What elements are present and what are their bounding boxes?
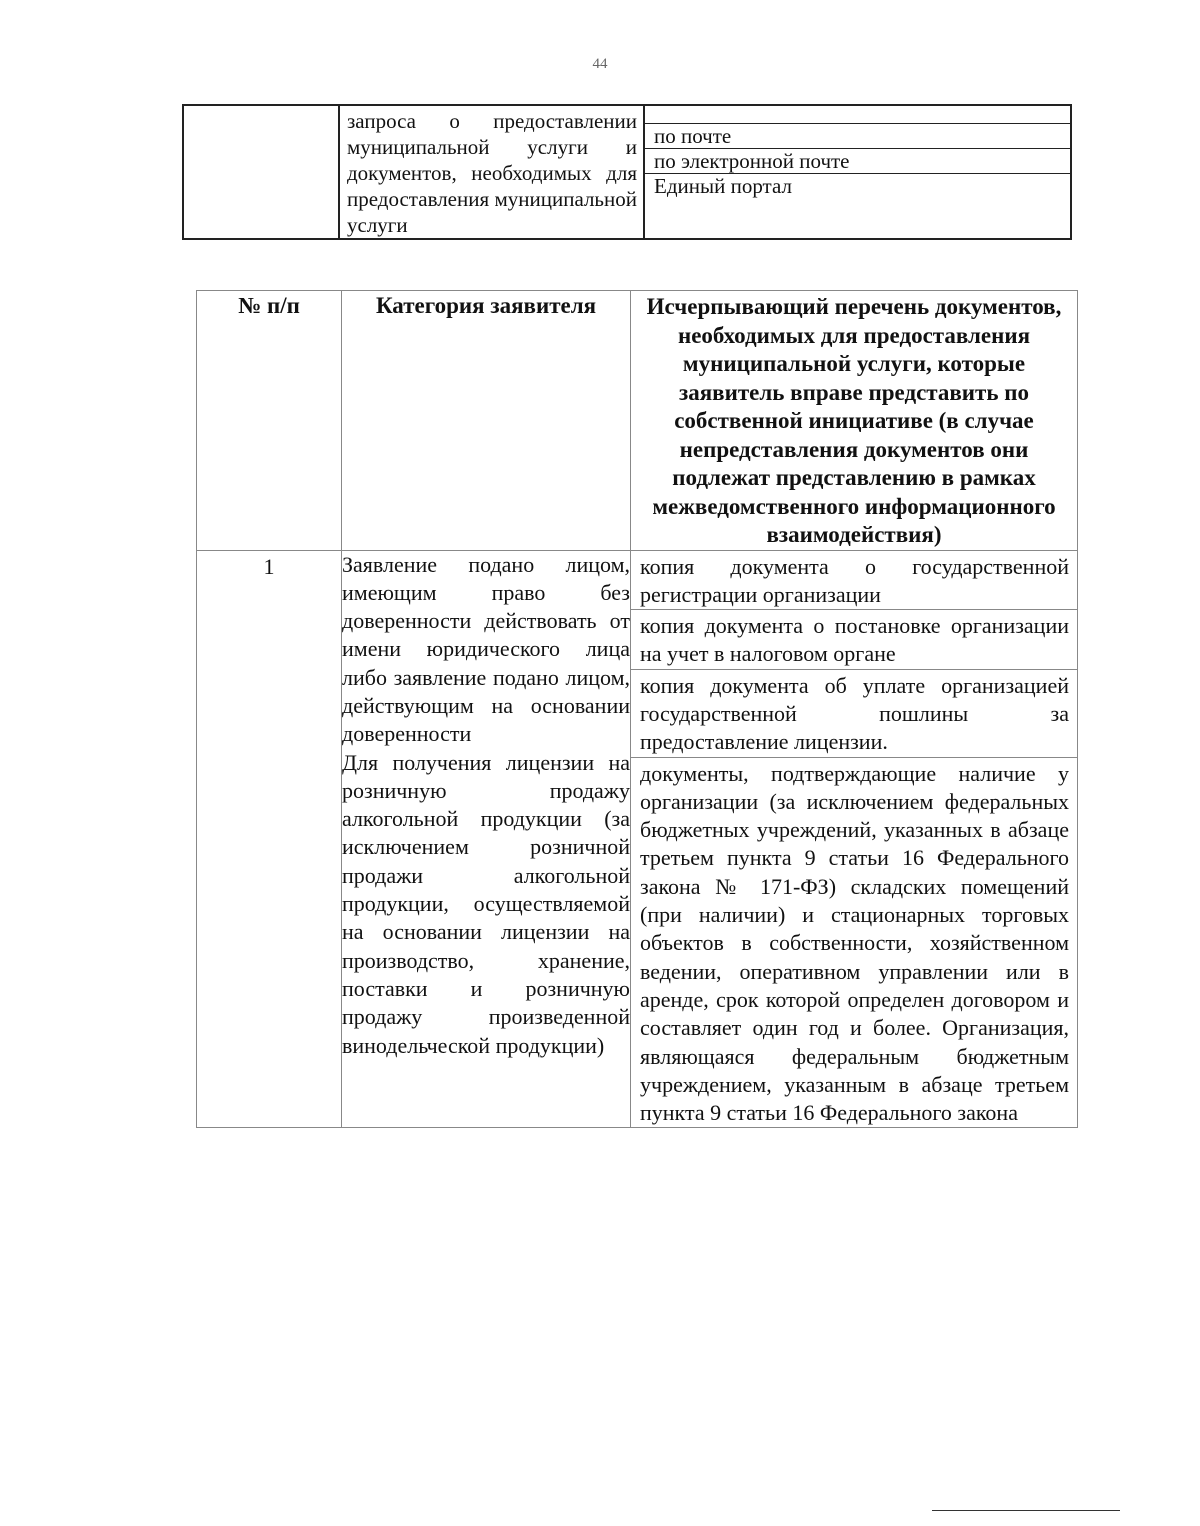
method-unified-portal: Единый портал bbox=[654, 174, 792, 198]
footnote-divider bbox=[932, 1510, 1120, 1511]
method-mail: по почте bbox=[645, 124, 1070, 149]
method-empty bbox=[645, 106, 1070, 124]
request-description-cell: запроса о предоставлении муниципальной услуги и документов, необходимых для предоставления муниципальной услуги bbox=[339, 105, 644, 239]
table-header-row bbox=[197, 291, 1078, 551]
documents-list-cell bbox=[631, 550, 1078, 1128]
table-row bbox=[197, 550, 1078, 1128]
methods-cell bbox=[644, 105, 1071, 239]
applicant-category-cell bbox=[342, 550, 631, 1128]
category-paragraph-2: Для получения лицензии на розничную продажу алкогольной продукции (за исключением розничной продажи алкогольной продукции, осуществляемой на основании лицензии на производство, хранение, поставки и розничную продажу произведенной винодельческой продукции) bbox=[342, 749, 630, 1058]
header-num: № п/п bbox=[197, 291, 342, 551]
page-number: 44 bbox=[592, 56, 608, 72]
submission-methods-table bbox=[182, 104, 1072, 240]
empty-cell bbox=[183, 105, 339, 239]
category-paragraph-1: Заявление подано лицом, имеющим право без доверенности действовать от имени юридического лица либо заявление подано лицом, действующим на основании доверенности bbox=[342, 551, 630, 747]
row-number: 1 bbox=[197, 550, 342, 1128]
document-item: копия документа о государственной регистрации организации bbox=[631, 551, 1077, 611]
document-item: копия документа об уплате организацией государственной пошлины за предоставление лицензии. bbox=[631, 670, 1077, 758]
header-documents: Исчерпывающий перечень документов, необходимых для предоставления муниципальной услуги, которые заявитель вправе представить по собственной инициативе (в случае непредставления документов они подлежат представлению в рамках межведомственного информационного взаимодействия) bbox=[631, 291, 1078, 551]
header-category: Категория заявителя bbox=[342, 291, 631, 551]
method-email: по электронной почте bbox=[645, 149, 1070, 174]
document-item: копия документа о постановке организации на учет в налоговом органе bbox=[631, 610, 1077, 670]
documents-table bbox=[196, 290, 1078, 1128]
document-item: документы, подтверждающие наличие у организации (за исключением федеральных бюджетных учреждений, указанных в абзаце третьем пункта 9 статьи 16 Федерального закона № 171-ФЗ) складских помещений (при наличии) и стационарных торговых объектов в собственности, хозяйственном ведении, оперативном управлении или в аренде, срок которой определен договором и составляет один год и более. Организация, являющаяся федеральным бюджетным учреждением, указанным в абзаце третьем пункта 9 статьи 16 Федерального закона bbox=[640, 760, 1069, 1126]
